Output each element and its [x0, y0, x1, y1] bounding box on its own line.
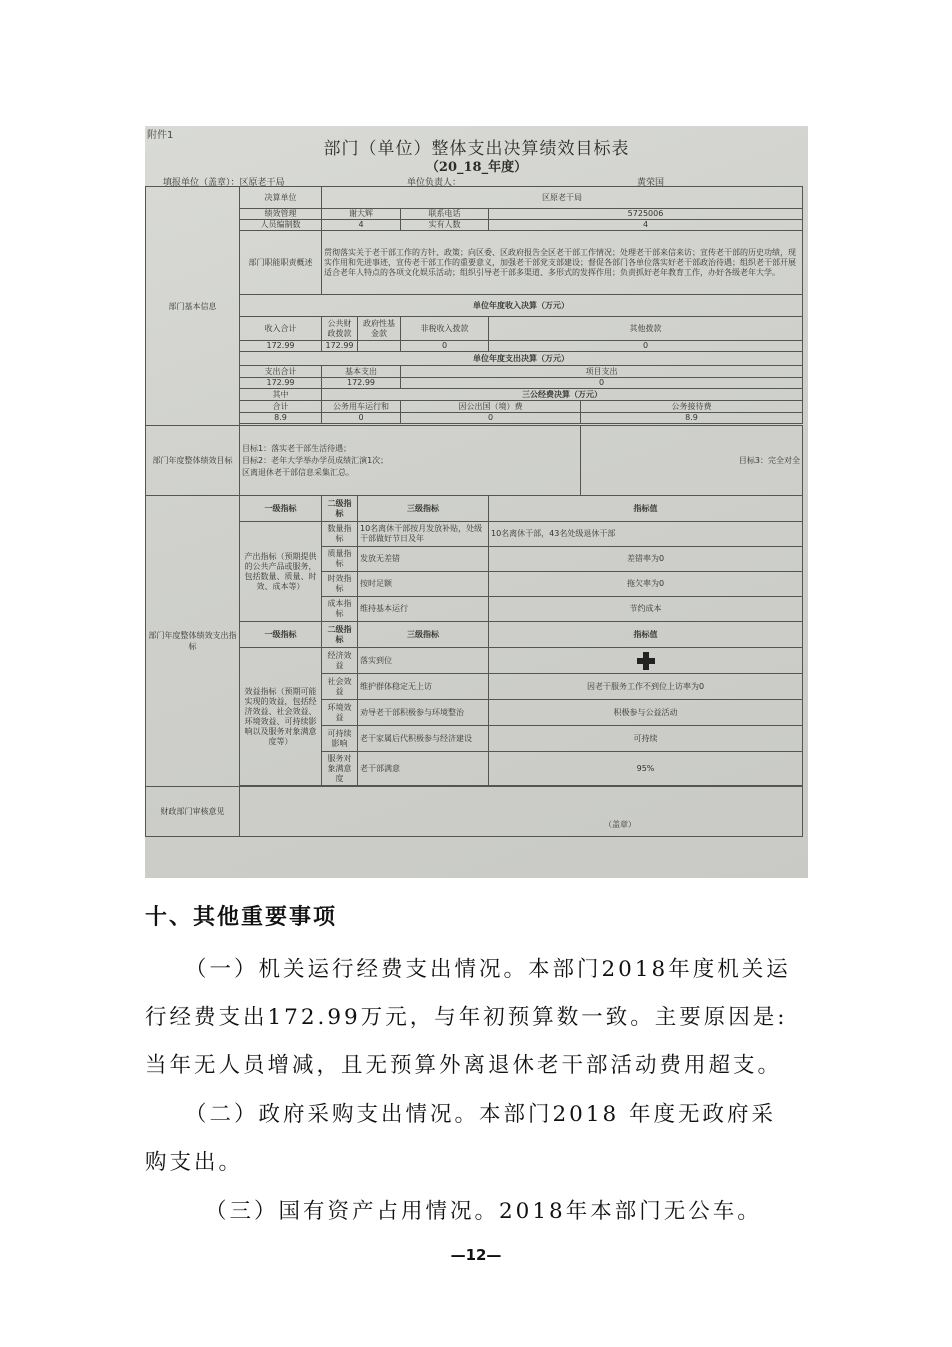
income-fiscal-label: 公共财政拨款: [322, 317, 358, 341]
hdr-level3: 三级指标: [358, 622, 489, 648]
effect-l3: 维护群体稳定无上访: [358, 674, 489, 700]
three-total-label: 合计: [240, 401, 322, 413]
hdr-level1: 一级指标: [240, 496, 322, 522]
goal-1: 目标1：落实老干部生活待遇；: [242, 443, 352, 453]
head-label: 单位负责人：: [407, 178, 462, 188]
three-total: 8.9: [240, 413, 322, 424]
fill-unit: 填报单位（盖章）：区原老干局: [163, 178, 285, 188]
hdr-level2: 二级指标: [322, 622, 358, 648]
income-total: 172.99: [240, 341, 322, 352]
phone-value: 5725006: [489, 209, 803, 220]
expense-header: 单位年度支出决算（万元）: [240, 352, 803, 366]
form-photo: [145, 126, 808, 878]
expense-total-label: 支出合计: [240, 366, 322, 378]
effect-l3: 老干家属后代积极参与经济建设: [358, 726, 489, 752]
cross-mark-icon: [636, 651, 656, 671]
hdr-level1: 一级指标: [240, 622, 322, 648]
seal-label: （盖章）: [240, 787, 803, 837]
effect-label: 效益指标（预期可能实现的效益，包括经济效益、社会效益、环境效益、可持续影响以及服务对象满意度等）: [240, 648, 322, 786]
income-total-label: 收入合计: [240, 317, 322, 341]
output-l2: 数量指标: [322, 522, 358, 547]
hdr-value: 指标值: [489, 622, 803, 648]
effect-l2: 可持续影响: [322, 726, 358, 752]
output-val: 拖欠率为0: [489, 572, 803, 597]
effect-l2: 环境效益: [322, 700, 358, 726]
attachment-tag: 附件1: [147, 130, 174, 141]
para2-line1: （二）政府采购支出情况。本部门2018 年度无政府采: [185, 1102, 777, 1127]
output-l3: 10名离休干部按月发放补贴，处级干部做好节日及年: [358, 522, 489, 547]
form-title: 部门（单位）整体支出决算绩效目标表: [323, 139, 630, 159]
output-l3: 按时足额: [358, 572, 489, 597]
performance-table: [145, 186, 803, 837]
output-l2: 成本指标: [322, 597, 358, 622]
expense-basic-label: 基本支出: [322, 366, 401, 378]
para1-line1: （一）机关运行经费支出情况。本部门2018年度机关运: [185, 957, 791, 982]
section-heading: 十、其他重要事项: [145, 904, 338, 930]
dept-info-label: 部门基本信息: [146, 187, 240, 426]
hdr-level2: 二级指标: [322, 496, 358, 522]
expense-basic: 172.99: [322, 378, 401, 389]
income-fund-label: 政府性基金款: [358, 317, 401, 341]
duty-label: 部门职能职责概述: [240, 231, 322, 295]
hdr-value: 指标值: [489, 496, 803, 522]
three-car-label: 公务用车运行和: [322, 401, 401, 413]
effect-val: 因老干服务工作不到位上访率为0: [489, 674, 803, 700]
income-other: 0: [489, 341, 803, 352]
income-fund: [358, 341, 401, 352]
manager-label: 绩效管理: [240, 209, 322, 220]
para1-line2: 行经费支出172.99万元，与年初预算数一致。主要原因是:: [145, 1005, 788, 1030]
effect-l2: 社会效益: [322, 674, 358, 700]
para2-line2: 购支出。: [145, 1150, 244, 1175]
hdr-level3: 三级指标: [358, 496, 489, 522]
goal-3: 目标3：完全对全: [581, 426, 803, 496]
expense-project: 0: [401, 378, 803, 389]
income-fiscal: 172.99: [322, 341, 358, 352]
output-val: 差错率为0: [489, 547, 803, 572]
three-reception-label: 公务接待费: [581, 401, 803, 413]
effect-l2: 经济效益: [322, 648, 358, 674]
effect-val: [489, 648, 803, 674]
form-year: （20_18_年度）: [425, 160, 528, 175]
output-l3: 维持基本运行: [358, 597, 489, 622]
three-abroad-label: 因公出国（境）费: [401, 401, 581, 413]
head-name: 黄荣国: [637, 178, 665, 188]
staff-label: 人员编制数: [240, 220, 322, 231]
effect-l2: 服务对象满意度: [322, 752, 358, 786]
output-l2: 时效指标: [322, 572, 358, 597]
actual-label: 实有人数: [401, 220, 489, 231]
income-header: 单位年度收入决算（万元）: [240, 295, 803, 317]
duty-text: 贯彻落实关于老干部工作的方针、政策；向区委、区政府报告全区老干部工作情况；处理老干部来信来访；宣传老干部的历史功绩，现实作用和先进事迹，宣传老干部工作的重要意义，加强老干部党支部建设；督促各部门各单位落实好老干部政治待遇；组织老干部开展适合老年人特点的各项文化娱乐活动；组织引导老干部多渠道、多形式的发挥作用；负责抓好老年教育工作，办好各级老年大学。: [322, 231, 803, 295]
three-abroad: 0: [401, 413, 581, 424]
among-label: 其中: [240, 389, 322, 401]
effect-l3: 老干部满意: [358, 752, 489, 786]
three-header: 三公经费决算（万元）: [322, 389, 803, 401]
staff-value: 4: [322, 220, 401, 231]
goal-2: 目标2：老年大学举办学员成绩汇演1次；: [242, 455, 389, 465]
effect-l3: 劝导老干部积极参与环境整治: [358, 700, 489, 726]
effect-l3: 落实到位: [358, 648, 489, 674]
page-number: —12—: [450, 1246, 502, 1264]
three-car: 0: [322, 413, 401, 424]
phone-label: 联系电话: [401, 209, 489, 220]
goal-label: 部门年度整体绩效目标: [146, 426, 240, 496]
output-label: 产出指标（预期提供的公共产品或服务，包括数量、质量、时效、成本等）: [240, 522, 322, 622]
unit-label: 决算单位: [240, 187, 322, 209]
goal-4: 区离退休老干部信息采集汇总。: [242, 467, 354, 477]
unit-value: 区原老干局: [322, 187, 803, 209]
effect-val: 95%: [489, 752, 803, 786]
output-l3: 发放无差错: [358, 547, 489, 572]
output-val: 10名离休干部，43名处级退休干部: [489, 522, 803, 547]
para3-line1: （三）国有资产占用情况。2018年本部门无公车。: [205, 1199, 762, 1224]
three-reception: 8.9: [581, 413, 803, 424]
actual-value: 4: [489, 220, 803, 231]
expense-project-label: 项目支出: [401, 366, 803, 378]
perf-label: 部门年度整体绩效支出指标: [146, 496, 240, 787]
para1-line3: 当年无人员增减，且无预算外离退休老干部活动费用超支。: [145, 1053, 783, 1078]
manager-name: 谢大辉: [322, 209, 401, 220]
income-nontax-label: 非税收入拨款: [401, 317, 489, 341]
review-label: 财政部门审核意见: [146, 787, 240, 837]
output-val: 节约成本: [489, 597, 803, 622]
income-nontax: 0: [401, 341, 489, 352]
effect-val: 可持续: [489, 726, 803, 752]
income-other-label: 其他拨款: [489, 317, 803, 341]
output-l2: 质量指标: [322, 547, 358, 572]
expense-total: 172.99: [240, 378, 322, 389]
effect-val: 积极参与公益活动: [489, 700, 803, 726]
